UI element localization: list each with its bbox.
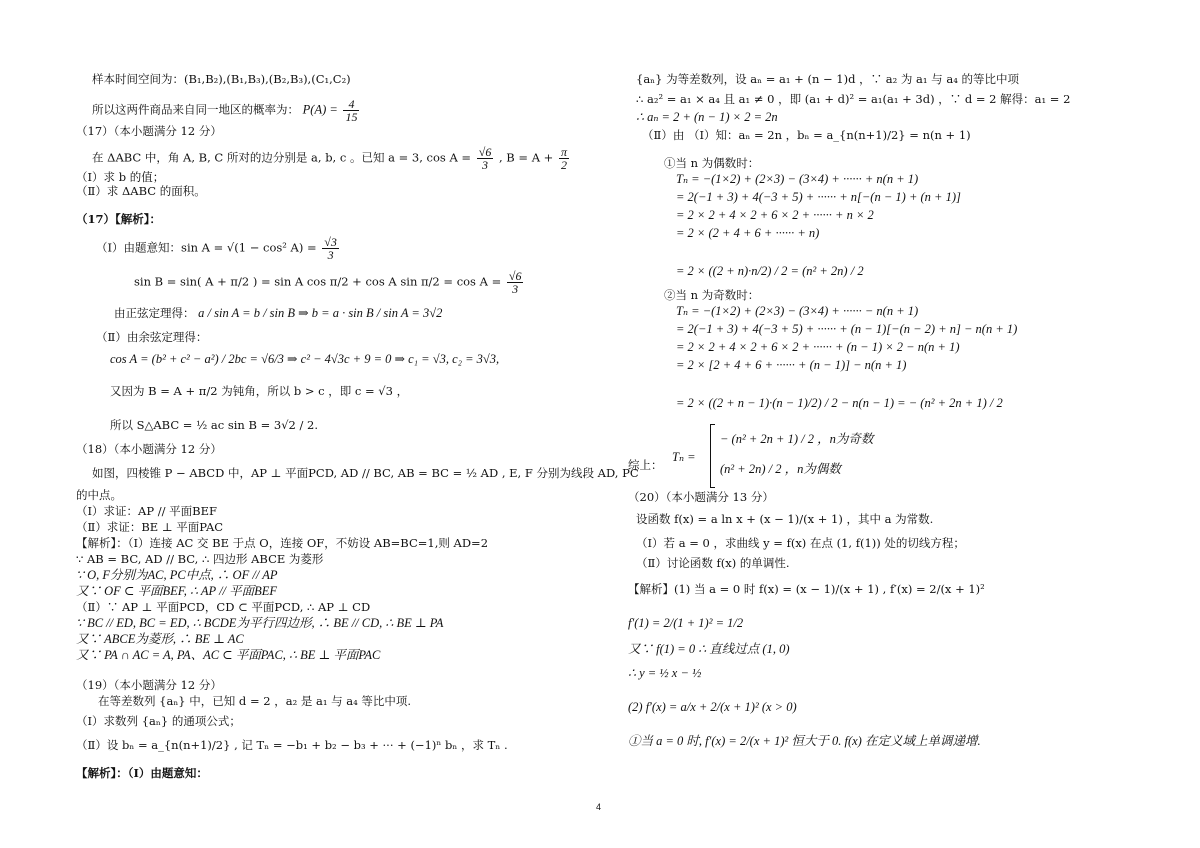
q20-sol-2: f′(1) = 2/(1 + 1)² = 1/2: [628, 616, 744, 630]
q19-odd-1: Tₙ = −(1×2) + (2×3) − (3×4) + ······ − n(n + 1): [676, 304, 919, 318]
q18-part-1: （Ⅰ）求证：AP // 平面BEF: [76, 504, 217, 518]
q19-odd-4: = 2 × [2 + 4 + 6 + ······ + (n − 1)] − n(n + 1): [676, 358, 907, 372]
page-number: 4: [596, 802, 602, 812]
q17-sol-cos-law: cos A = (b² + c² − a²) / 2bc = √6/3 ⇒ c² − 4√3c + 9 = 0 ⇒ c₁ = √3, c₂ = 3√3,: [110, 352, 500, 366]
q19-sol-r1: {aₙ} 为等差数列，设 aₙ = a₁ + (n − 1)d ，∵ a₂ 为 a₁ 与 a₄ 的等比中项: [636, 72, 1019, 86]
q19-summary-odd: − (n² + 2n + 1) / 2 ，n为奇数: [720, 432, 874, 446]
q19-summary-T: Tₙ =: [672, 450, 696, 464]
q18-sol-2: ∵ AB = BC, AD // BC, ∴ 四边形 ABCE 为菱形: [76, 552, 324, 566]
q19-even-2: = 2(−1 + 3) + 4(−3 + 5) + ······ + n[−(n − 1) + (n + 1)]: [676, 190, 961, 204]
probability-line: 所以这两件商品来自同一地区的概率为： P(A) = $\frac{4}{15}$: [92, 97, 358, 124]
q17-part-1: （Ⅰ）求 b 的值；: [76, 170, 165, 184]
q18-statement-2: 的中点。: [76, 488, 122, 502]
q17-statement: 在 ΔABC 中，角 A, B, C 所对的边分别是 a, b, c 。已知 a = 3, cos A = $\frac{√6}{3}$ , B = A + $\frac{\pi}{2}$: [92, 145, 567, 172]
q18-sol-4: 又∵ OF ⊂ 平面BEF, ∴ AP // 平面BEF: [76, 584, 278, 598]
q20-sol-5: (2) f′(x) = a/x + 2/(x + 1)² (x > 0): [628, 700, 797, 714]
q19-odd-2: = 2(−1 + 3) + 4(−3 + 5) + ······ + (n − 1)[−(n − 2) + n] − n(n + 1): [676, 322, 1018, 336]
q20-heading: （20）（本小题满分 13 分）: [628, 490, 774, 504]
q19-odd-case: ②当 n 为奇数时：: [664, 288, 760, 302]
q19-even-1: Tₙ = −(1×2) + (2×3) − (3×4) + ······ + n(n + 1): [676, 172, 919, 186]
q19-part-1: （Ⅰ）求数列 {aₙ} 的通项公式；: [76, 714, 241, 728]
q18-statement-1: 如图，四棱锥 P − ABCD 中，AP ⊥ 平面PCD, AD // BC, AB = BC = ½ AD , E, F 分别为线段 AD, PC: [92, 466, 639, 480]
q20-sol-3: 又∵ f(1) = 0 ∴ 直线过点 (1, 0): [628, 642, 790, 656]
q18-sol-5: （Ⅱ）∵ AP ⊥ 平面PCD，CD ⊂ 平面PCD, ∴ AP ⊥ CD: [76, 600, 371, 614]
q17-sol-sinA: （Ⅰ）由题意知：sin A = √(1 − cos² A) = $\frac{√3}{3}$: [96, 235, 337, 262]
q18-sol-1: 【解析】：（Ⅰ）连接 AC 交 BE 于点 O，连接 OF，不妨设 AB=BC=1,则 AD=2: [76, 536, 489, 550]
q17-sol-obtuse: 又因为 B = A + π/2 为钝角，所以 b > c ，即 c = √3 ，: [110, 384, 409, 398]
q19-heading: （19）（本小题满分 12 分）: [76, 678, 222, 692]
q20-sol-6: ①当 a = 0 时, f′(x) = 2/(x + 1)² 恒大于 0. f(x) 在定义域上单调递增.: [628, 734, 981, 748]
q17-heading: （17）（本小题满分 12 分）: [76, 124, 222, 138]
q18-part-2: （Ⅱ）求证：BE ⊥ 平面PAC: [76, 520, 224, 534]
q17-solution-heading: （17）【解析】：: [76, 212, 162, 226]
q19-even-5: = 2 × ((2 + n)·n/2) / 2 = (n² + 2n) / 2: [676, 264, 864, 278]
q20-sol-1: 【解析】(1) 当 a = 0 时 f(x) = (x − 1)/(x + 1) , f′(x) = 2/(x + 1)²: [628, 582, 985, 596]
q19-part-2: （Ⅱ）设 bₙ = a_{n(n+1)/2} , 记 Tₙ = −b₁ + b₂ − b₃ + ··· + (−1)ⁿ bₙ ，求 Tₙ .: [76, 738, 508, 752]
q17-sol-cos-law-label: （Ⅱ）由余弦定理得：: [96, 330, 208, 344]
q19-even-3: = 2 × 2 + 4 × 2 + 6 × 2 + ······ + n × 2: [676, 208, 874, 222]
q19-odd-3: = 2 × 2 + 4 × 2 + 6 × 2 + ······ + (n − 1) × 2 − n(n + 1): [676, 340, 960, 354]
q20-statement: 设函数 f(x) = a ln x + (x − 1)/(x + 1) ，其中 a 为常数.: [636, 512, 934, 526]
q19-odd-5: = 2 × ((2 + n − 1)·(n − 1)/2) / 2 − n(n − 1) = − (n² + 2n + 1) / 2: [676, 396, 1003, 410]
piecewise-brace: [710, 424, 715, 488]
q19-sol-r2: ∴ a₂² = a₁ × a₄ 且 a₁ ≠ 0 ，即 (a₁ + d)² = a₁(a₁ + 3d) ，∵ d = 2 解得：a₁ = 2: [636, 92, 1071, 106]
q19-statement: 在等差数列 {aₙ} 中，已知 d = 2 ，a₂ 是 a₁ 与 a₄ 等比中项.: [98, 694, 412, 708]
q19-even-4: = 2 × (2 + 4 + 6 + ······ + n): [676, 226, 820, 240]
q20-part-2: （Ⅱ）讨论函数 f(x) 的单调性.: [636, 556, 790, 570]
q18-sol-7: 又∵ ABCE为菱形, ∴ BE ⊥ AC: [76, 632, 244, 646]
q18-heading: （18）（本小题满分 12 分）: [76, 442, 222, 456]
q19-sol-r3: ∴ aₙ = 2 + (n − 1) × 2 = 2n: [636, 110, 778, 124]
q19-sol-r4: （Ⅱ）由 （Ⅰ）知：aₙ = 2n ，bₙ = a_{n(n+1)/2} = n(n + 1): [642, 128, 971, 142]
q17-sol-sinB: sin B = sin( A + π/2 ) = sin A cos π/2 + cos A sin π/2 = cos A = $\frac{√6}{3}$: [134, 269, 522, 296]
q17-sol-area: 所以 S△ABC = ½ ac sin B = 3√2 / 2.: [110, 418, 319, 432]
q19-summary-label: 综上：: [628, 458, 663, 472]
q18-sol-6: ∵ BC // ED, BC = ED, ∴ BCDE为平行四边形, ∴ BE // CD, ∴ BE ⊥ PA: [76, 616, 444, 630]
probability-fraction: $\frac{4}{15}$: [345, 97, 358, 124]
q17-sol-sine-law: 由正弦定理得： a / sin A = b / sin B ⇒ b = a · sin B / sin A = 3√2: [114, 306, 443, 320]
q17-part-2: （Ⅱ）求 ΔABC 的面积。: [76, 184, 206, 198]
q18-sol-8: 又∵ PA ∩ AC = A, PA、AC ⊂ 平面PAC, ∴ BE ⊥ 平面PAC: [76, 648, 381, 662]
q19-summary-even: (n² + 2n) / 2 ，n为偶数: [720, 462, 841, 476]
q20-part-1: （Ⅰ）若 a = 0 ，求曲线 y = f(x) 在点 (1, f(1)) 处的切线方程；: [636, 536, 965, 550]
q19-solution-heading: 【解析】：（Ⅰ）由题意知：: [76, 766, 208, 780]
q19-even-case: ①当 n 为偶数时：: [664, 156, 760, 170]
q20-sol-4: ∴ y = ½ x − ½: [628, 666, 702, 680]
sample-space-line: 样本时间空间为：(B₁,B₂),(B₁,B₃),(B₂,B₃),(C₁,C₂): [92, 72, 351, 86]
q18-sol-3: ∵ O, F分别为AC, PC中点, ∴ OF // AP: [76, 568, 278, 582]
